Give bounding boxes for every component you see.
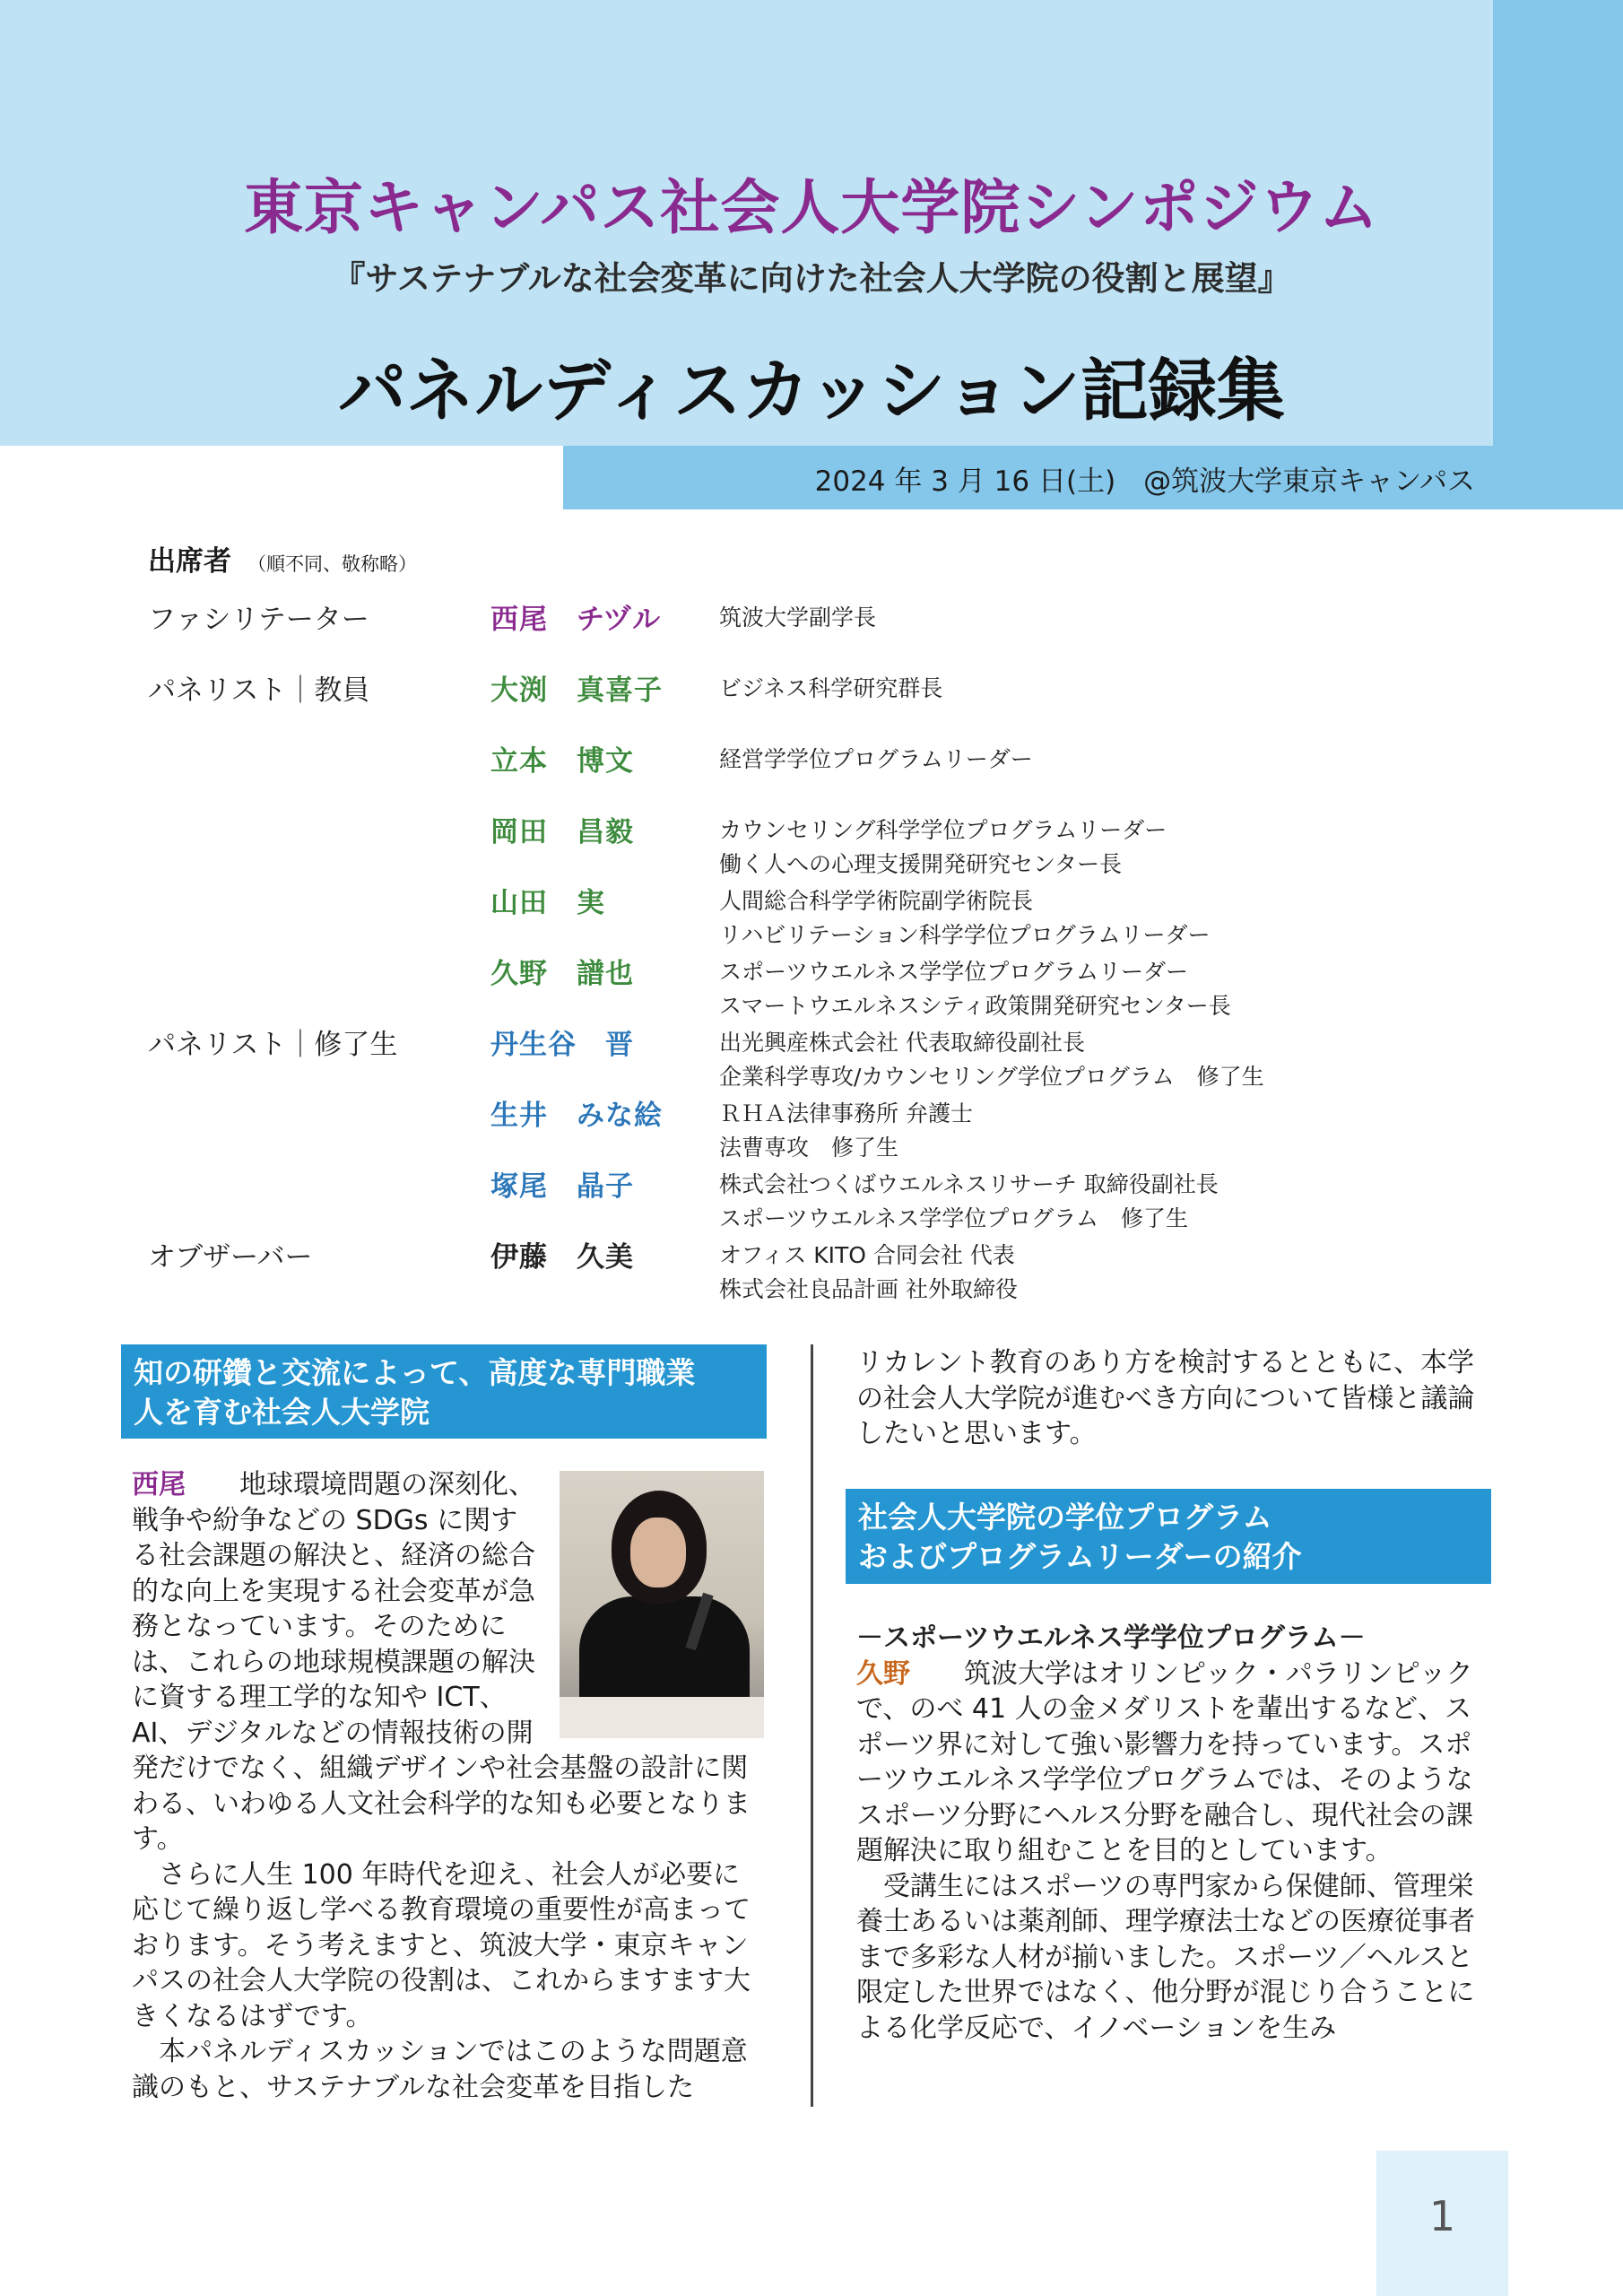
paragraph: [856, 1657, 1493, 1869]
symposium-title: 東京キャンパス社会人大学院シンポジウム: [243, 173, 1380, 242]
attendees-heading-label: 出席者: [148, 545, 231, 578]
right-column-text: [856, 1621, 1493, 2046]
affiliation-line: ビジネス科学研究群長: [719, 675, 943, 701]
affiliation-line: スマートウエルネスシティ政策開発研究センター長: [719, 993, 1231, 1019]
affiliation-line: オフィス KITO 合同会社 代表: [719, 1242, 1015, 1268]
attendee-role: パネリスト｜教員: [148, 674, 370, 707]
affiliation-line: スポーツウエルネス学学位プログラム 修了生: [719, 1205, 1189, 1231]
attendee-name: 西尾 チヅル: [490, 604, 662, 636]
affiliation-line: カウンセリング科学学位プログラムリーダー: [719, 817, 1167, 843]
left-column-text: [132, 1467, 764, 2105]
paragraph-text: さらに人生 100 年時代を迎え、社会人が必要に応じて繰り返し学べる教育環境の重要性が高まっております。そう考えますと、筑波大学・東京キャンパスの社会人大学院の役割は、これからますます大きくなるはずです。: [132, 1858, 751, 2032]
speaker-label: 西尾: [132, 1469, 186, 1500]
attendee-affiliation: [719, 955, 1231, 1023]
attendee-affiliation: [719, 743, 1033, 777]
paragraph: [132, 2034, 764, 2105]
attendee-role: オブザーバー: [148, 1241, 313, 1274]
paragraph-text: 受講生にはスポーツの専門家から保健師、管理栄養士あるいは薬剤師、理学療法士などの医療従事者まで多彩な人材が揃いました。スポーツ／ヘルスと限定した世界ではなく、他分野が混じり合うことによる化学反応で、イノベーションを生み: [856, 1870, 1475, 2044]
affiliation-line: 出光興産株式会社 代表取締役副社長: [719, 1030, 1085, 1056]
attendee-name: 大渕 真喜子: [490, 674, 663, 707]
attendee-affiliation: [719, 1097, 973, 1165]
paragraph-text: 本パネルディスカッションではこのような問題意識のもと、サステナブルな社会変革を目指した: [132, 2036, 748, 2103]
attendee-affiliation: [719, 813, 1167, 882]
program-label: －スポーツウエルネス学学位プログラム－: [856, 1622, 1366, 1654]
attendee-name: 伊藤 久美: [490, 1241, 634, 1274]
affiliation-line: スポーツウエルネス学学位プログラムリーダー: [719, 959, 1189, 985]
paragraph: [856, 1869, 1493, 2047]
paragraph-text: 地球環境問題の深刻化、戦争や紛争などの SDGs に関する社会課題の解決と、経済の総合的な向上を実現する社会変革が急務となっています。そのためには、これらの地球規模課題の解決に資する理工学的な知や ICT、AI、デジタルなどの情報技術の開発だけでなく、組織デザインや社会基盤の設計に関わる、いわゆる人文社会科学的な知も必要となります。: [132, 1469, 751, 1855]
attendee-name: 生井 みな絵: [490, 1100, 663, 1132]
section-heading-line: 人を育む社会人大学院: [134, 1395, 430, 1430]
attendee-name: 岡田 昌毅: [490, 816, 634, 848]
date-venue: 2024 年 3 月 16 日(土) @筑波大学東京キャンパス: [814, 465, 1475, 498]
attendee-affiliation: [719, 672, 942, 706]
attendee-affiliation: [719, 1026, 1264, 1094]
attendee-affiliation: [719, 884, 1211, 952]
symposium-subtitle: 『サステナブルな社会変革に向けた社会人大学院の役割と展望』: [332, 259, 1291, 298]
paragraph: [132, 1857, 764, 2035]
affiliation-line: 筑波大学副学長: [719, 604, 877, 631]
paragraph-text: 筑波大学はオリンピック・パラリンピックで、のべ 41 人の金メダリストを輩出するなど、スポーツ界に対して強い影響力を持っています。スポーツウエルネス学学位プログラムでは、そのようなスポーツ分野にヘルス分野を融合し、現代社会の課題解決に取り組むことを目的としています。: [856, 1657, 1473, 1866]
page-number-box: [1376, 2151, 1508, 2296]
column-divider: [811, 1344, 813, 2107]
attendee-role: ファシリテーター: [148, 604, 369, 636]
affiliation-line: 企業科学専攻/カウンセリング学位プログラム 修了生: [719, 1064, 1264, 1090]
attendee-name: 立本 博文: [490, 745, 634, 778]
affiliation-line: リハビリテーション科学学位プログラムリーダー: [719, 922, 1211, 948]
attendee-name: 久野 譜也: [490, 958, 634, 990]
attendee-affiliation: [719, 1239, 1018, 1307]
paragraph-text: リカレント教育のあり方を検討するとともに、本学の社会人大学院が進むべき方向について皆様と議論したいと思います。: [856, 1347, 1475, 1449]
attendee-name: 山田 実: [490, 887, 605, 919]
section-heading-line: 社会人大学院の学位プログラム: [858, 1500, 1272, 1535]
affiliation-line: 株式会社つくばウエルネスリサーチ 取締役副社長: [719, 1171, 1219, 1197]
affiliation-line: 経営学学位プログラムリーダー: [719, 746, 1033, 772]
attendee-role: パネリスト｜修了生: [148, 1029, 398, 1061]
speaker-photo: [560, 1471, 764, 1738]
attendee-name: 丹生谷 晋: [490, 1029, 634, 1061]
section-heading-1: [121, 1344, 767, 1439]
affiliation-line: 働く人への心理支援開発研究センター長: [719, 851, 1123, 877]
attendee-affiliation: [719, 601, 876, 635]
right-column-continuation: [856, 1345, 1493, 1452]
affiliation-line: 株式会社良品計画 社外取締役: [719, 1276, 1018, 1302]
date-band: [563, 446, 1623, 509]
section-heading-line: 知の研鑽と交流によって、高度な専門職業: [134, 1355, 696, 1390]
attendee-affiliation: [719, 1168, 1219, 1236]
affiliation-line: 法曹専攻 修了生: [719, 1135, 899, 1161]
section-heading-line: およびプログラムリーダーの紹介: [858, 1539, 1302, 1574]
attendees-heading: [148, 538, 417, 578]
attendees-note: （順不同、敬称略）: [247, 553, 417, 575]
speaker-label: 久野: [856, 1657, 910, 1690]
affiliation-line: 人間総合科学学術院副学術院長: [719, 888, 1034, 914]
section-heading-2: [846, 1489, 1491, 1584]
attendee-name: 塚尾 晶子: [490, 1170, 634, 1203]
page-number: 1: [1428, 2192, 1456, 2240]
document-title: パネルディスカッション記録集: [338, 351, 1285, 430]
affiliation-line: ＲＨＡ法律事務所 弁護士: [719, 1100, 973, 1126]
